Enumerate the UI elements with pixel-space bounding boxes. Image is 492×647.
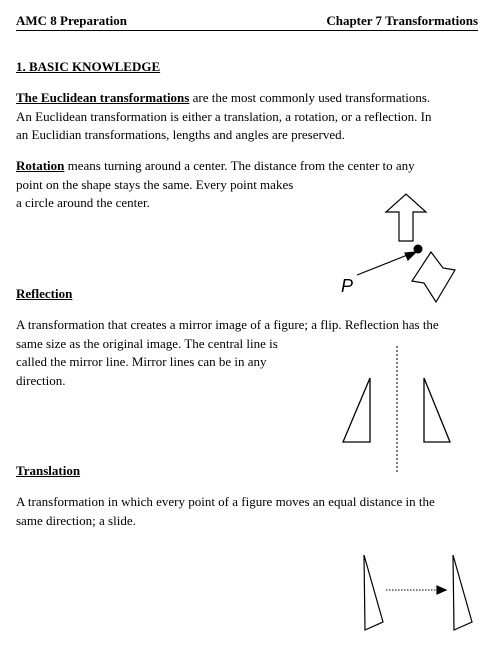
translation-figure [364, 555, 472, 630]
reflection-figure [343, 346, 450, 472]
reflection-line-4: direction. [16, 372, 66, 388]
header-left: AMC 8 Preparation [16, 13, 127, 28]
rotation-line-1: Rotation means turning around a center. The distance from the center to any [16, 158, 415, 173]
reflection-heading: Reflection [16, 286, 73, 301]
euclidean-line-1: The Euclidean transformations are the most commonly used transformations. [16, 90, 431, 105]
section-title: 1. BASIC KNOWLEDGE [16, 59, 161, 74]
original-triangle [343, 378, 370, 442]
translation-line-2: same direction; a slide. [16, 512, 136, 528]
pointer-line [357, 254, 410, 275]
euclidean-term: The Euclidean transformations [16, 90, 190, 105]
rotation-line-2: point on the shape stays the same. Every point makes [16, 176, 294, 192]
reflection-line-3: called the mirror line. Mirror lines can be in any [16, 354, 267, 370]
rotation-center-dot [414, 245, 423, 254]
reflected-triangle [424, 378, 450, 442]
rotation-line-3: a circle around the center. [16, 195, 150, 211]
header-right: Chapter 7 Transformations [326, 13, 478, 28]
translation-line-1: A transformation in which every point of a figure moves an equal distance in the [16, 494, 435, 509]
reflection-line-2: same size as the original image. The central line is [16, 335, 278, 351]
reflection-line-1: A transformation that creates a mirror image of a figure; a flip. Reflection has the [16, 317, 439, 332]
rotation-label-p: P [341, 276, 354, 296]
translation-arrowhead [437, 586, 446, 594]
original-sliver-triangle [364, 555, 383, 630]
upright-arrow-shape [386, 194, 426, 241]
pointer-arrowhead [405, 252, 416, 260]
euclidean-line-3: an Euclidian transformations, lengths and angles are preserved. [16, 127, 345, 143]
rotation-figure [357, 194, 455, 302]
rotation-term: Rotation [16, 158, 65, 173]
translated-sliver-triangle [453, 555, 472, 630]
euclidean-line-2: An Euclidean transformation is either a translation, a rotation, or a reflection. In [16, 108, 432, 124]
translation-heading: Translation [16, 463, 81, 478]
rotated-arrow-shape [412, 252, 455, 302]
